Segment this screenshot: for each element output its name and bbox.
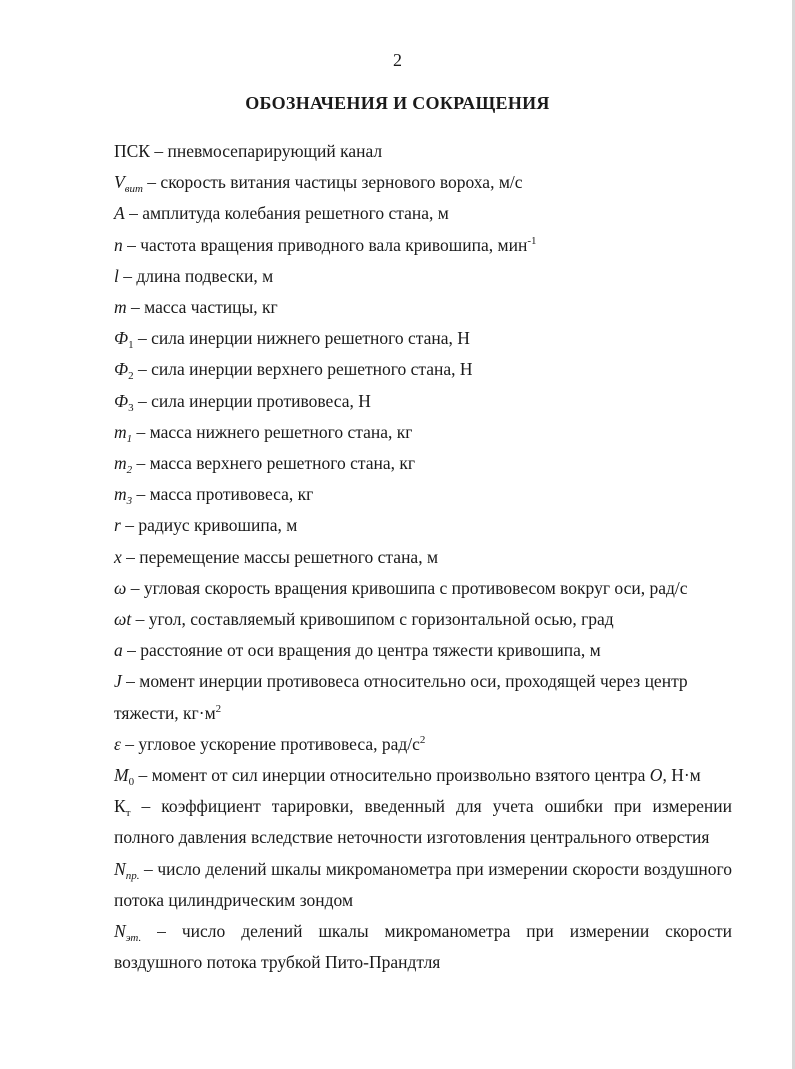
abbreviations-list [114,136,732,978]
entry-definition: сила инерции нижнего решетного стана, Н [151,328,470,349]
entry-a-amplitude [114,198,732,229]
entry-dash: – [122,640,141,661]
entry-symbol: M [114,765,129,786]
page-number: 2 [393,50,402,70]
entry-dash: – [132,484,150,505]
entry-definition: скорость витания частицы зернового вороха, м/с [160,172,523,193]
entry-omega-t [114,604,732,635]
entry-n-pr [114,854,732,916]
entry-dash: – [132,453,150,474]
entry-dash: – [124,203,143,224]
entry-definition: радиус кривошипа, м [138,515,298,536]
entry-definition: угловое ускорение противовеса, рад/с [138,733,420,754]
entry-symbol: Ф [114,359,129,380]
entry-symbol: n [114,234,123,255]
entry-dash: – [122,234,141,255]
entry-dash: – [132,421,150,442]
entry-subscript: эт. [125,932,142,945]
entry-subscript: 2 [128,370,134,383]
entry-definition: угол, составляемый кривошипом с горизонтальной осью, град [148,609,614,630]
entry-subscript: 0 [128,776,135,789]
entry-m1 [114,417,732,448]
entry-subscript: 1 [126,432,133,445]
entry-subscript: пр. [125,869,140,882]
entry-center-symbol: O [649,765,663,786]
entry-definition: масса частицы, кг [144,297,278,318]
entry-dash: – [133,328,152,349]
entry-dash: – [134,765,152,786]
entry-dash: – [121,546,140,567]
entry-dash: – [142,172,161,193]
entry-subscript: 3 [126,495,133,508]
entry-r [114,510,732,541]
entry-dash: – [126,297,145,318]
entry-v-vit [114,167,732,198]
entry-x [114,542,732,573]
entry-symbol: A [114,203,125,224]
entry-definition: пневмосепарирующий канал [167,141,383,161]
entry-j [114,666,732,728]
entry-symbol: ω [114,577,127,598]
entry-kt [114,791,732,853]
entry-n-et [114,916,732,978]
entry-psk [114,136,732,167]
entry-symbol: ε [114,733,121,754]
entry-subscript: т [125,807,131,820]
entry-dash: – [118,265,137,286]
entry-symbol: m [114,453,127,474]
entry-definition: масса противовеса, кг [149,484,314,505]
entry-definition: расстояние от оси вращения до центра тяжести кривошипа, м [140,640,601,661]
entry-dash: – [121,671,140,692]
entry-definition: масса верхнего решетного стана, кг [149,453,416,474]
entry-symbol: V [114,172,125,193]
entry-definition: сила инерции верхнего решетного стана, Н [151,359,473,380]
entry-dash: – [120,733,139,754]
entry-dash: – [141,921,182,942]
page-title: ОБОЗНАЧЕНИЯ И СОКРАЩЕНИЯ [245,93,550,113]
entry-subscript: 1 [128,339,134,352]
entry-definition: число делений шкалы микроманометра при измерении скорости воздушного потока цилиндрическим зондом [114,858,732,910]
entry-f3 [114,386,732,417]
entry-symbol: x [114,546,122,567]
entry-symbol: ωt [114,609,132,630]
entry-symbol: J [114,671,122,692]
entry-f1 [114,323,732,354]
entry-symbol: N [114,921,126,942]
entry-definition: число делений шкалы микроманометра при измерении скорости воздушного потока трубкой Пито-Прандтля [114,921,732,973]
entry-symbol: a [114,640,123,661]
entry-superscript: 2 [419,733,426,746]
entry-definition: момент инерции противовеса относительно оси, проходящей через центр тяжести, кг·м [114,671,688,723]
entry-unit: , Н·м [662,765,701,786]
entry-symbol: m [114,421,127,442]
entry-symbol: N [114,858,126,879]
entry-f2 [114,354,732,385]
entry-symbol: Ф [114,328,129,349]
entry-m [114,292,732,323]
entry-m0 [114,760,732,791]
entry-definition: масса нижнего решетного стана, кг [149,421,413,442]
entry-dash: – [130,796,162,817]
entry-definition: длина подвески, м [136,265,274,286]
entry-m3 [114,479,732,510]
entry-symbol: К [114,796,126,817]
entry-symbol: r [114,515,121,536]
entry-dash: – [120,515,139,536]
entry-symbol: m [114,297,127,318]
entry-m2 [114,448,732,479]
entry-n [114,230,732,261]
entry-definition: момент от сил инерции относительно произвольно взятого центра [151,765,650,786]
entry-symbol: l [114,265,119,286]
entry-definition: перемещение массы решетного стана, м [139,546,439,567]
entry-l [114,261,732,292]
entry-dash: – [131,609,149,630]
entry-dash: – [126,577,144,598]
entry-symbol: m [114,484,127,505]
entry-superscript: 2 [215,702,222,715]
entry-subscript: 3 [128,401,134,414]
entry-definition: угловая скорость вращения кривошипа с противовесом вокруг оси, рад/с [143,577,688,598]
entry-dash: – [139,858,158,879]
entry-omega [114,573,732,604]
entry-subscript: вит [124,183,143,196]
entry-epsilon [114,729,732,760]
entry-dash: – [133,359,152,380]
entry-a-distance [114,635,732,666]
entry-definition: сила инерции противовеса, Н [151,390,371,411]
entry-subscript: 2 [126,464,133,477]
entry-dash: – [149,141,168,161]
entry-definition: амплитуда колебания решетного стана, м [142,203,449,224]
entry-definition: частота вращения приводного вала кривошипа, мин [140,234,528,255]
entry-definition: коэффициент тарировки, введенный для учета ошибки при измерении полного давления вследствие неточности изготовления центрального отверстия [114,796,732,848]
entry-superscript: -1 [527,234,537,247]
entry-symbol: ПСК [114,141,150,161]
entry-dash: – [133,390,152,411]
entry-symbol: Ф [114,390,129,411]
